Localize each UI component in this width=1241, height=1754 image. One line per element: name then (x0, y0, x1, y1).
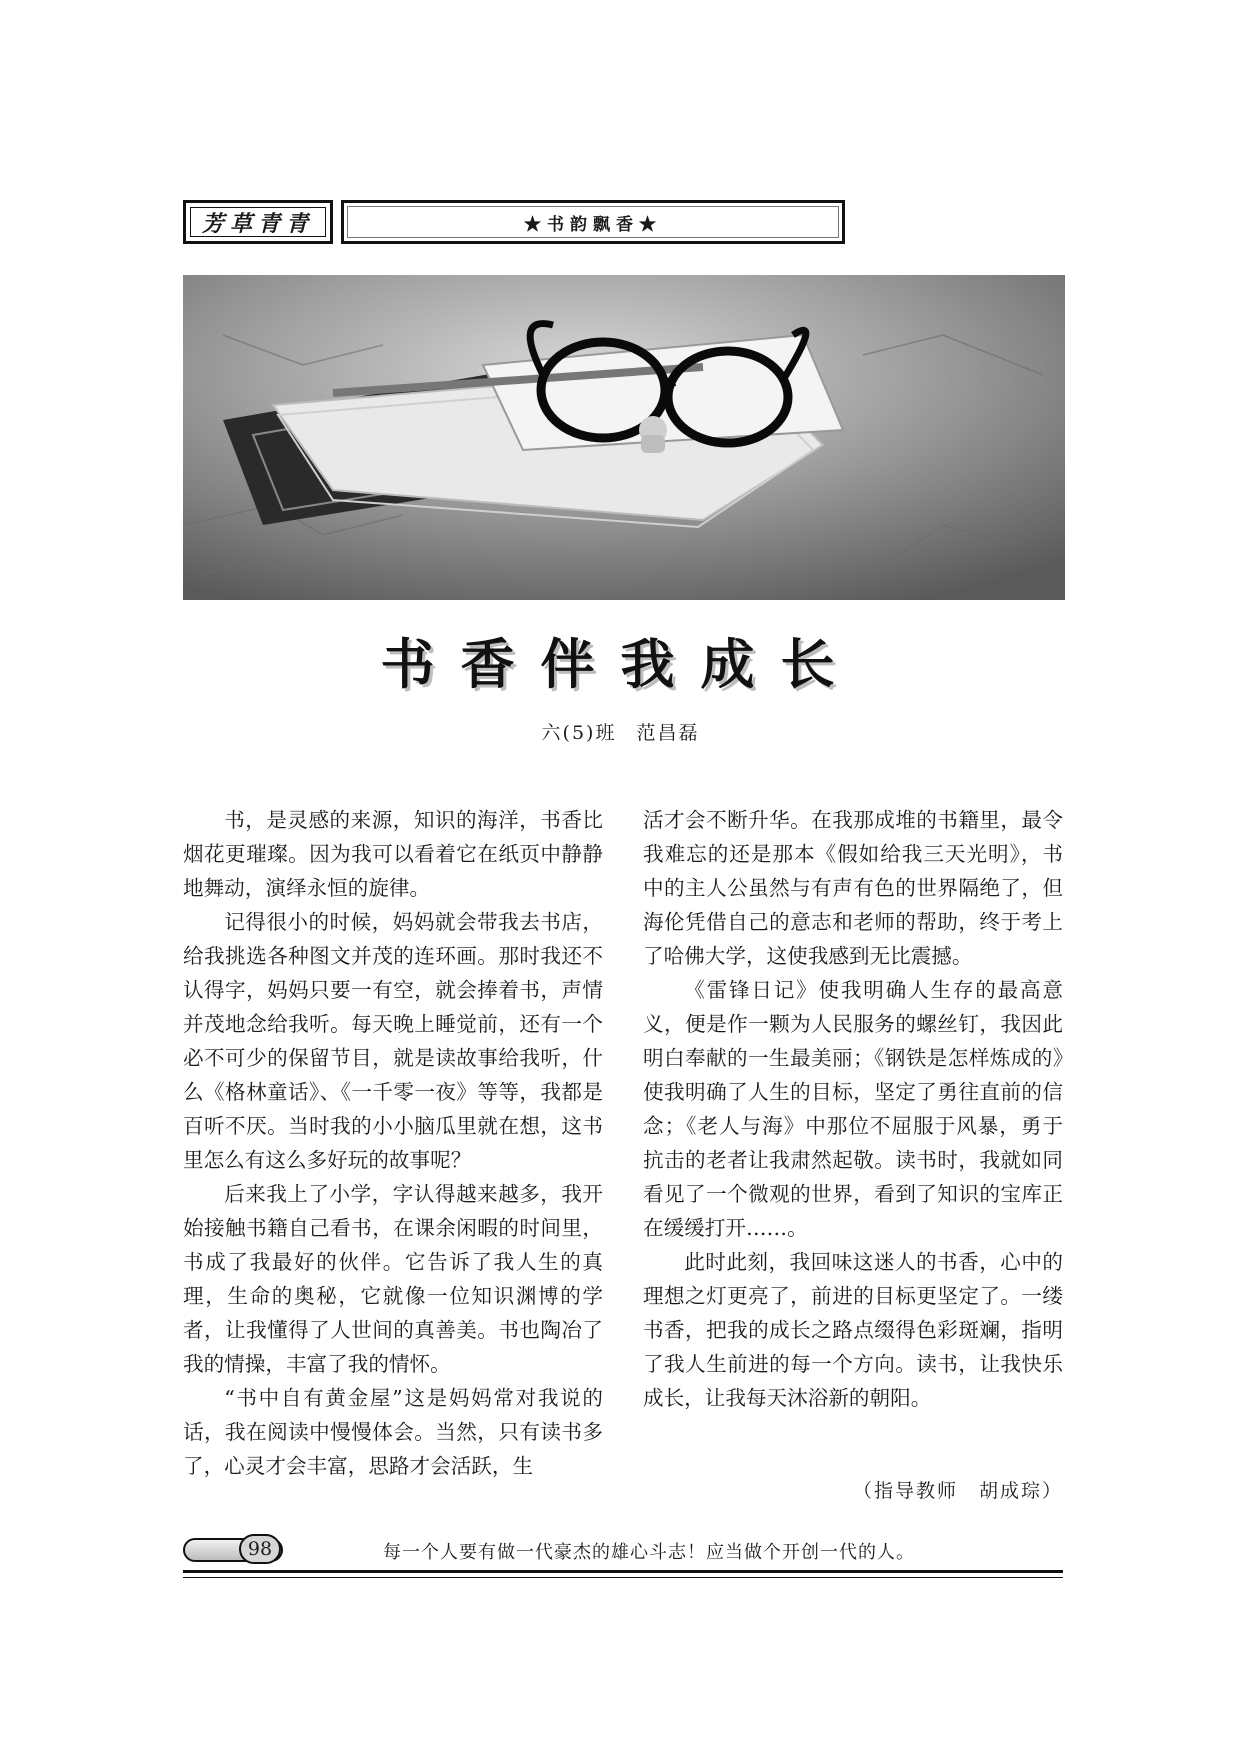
section-label-box (183, 200, 333, 244)
paragraph: 后来我上了小学，字认得越来越多，我开始接触书籍自己看书，在课余闲暇的时间里，书成了我最好的伙伴。它告诉了我人生的真理，生命的奥秘，它就像一位知识渊博的学者，让我懂得了人世间的真善美。书也陶冶了我的情操，丰富了我的情怀。 (183, 1182, 603, 1376)
paragraph: 《雷锋日记》使我明确人生存的最高意义，便是作一颗为人民服务的螺丝钉，我因此明白奉献的一生最美丽；《钢铁是怎样炼成的》使我明确了人生的目标，坚定了勇往直前的信念；《老人与海》中那位不屈服于风暴，勇于抗击的老者让我肃然起敬。读书时，我就如同看见了一个微观的世界，看到了知识的宝库正在缓缓打开……。 (643, 978, 1063, 1240)
author-name: 范昌磊 (636, 722, 700, 744)
column-label-box (341, 200, 845, 244)
paragraph: “书中自有黄金屋”这是妈妈常对我说的话，我在阅读中慢慢体会。当然，只有读书多了，心灵才会丰富，思路才会活跃，生 (183, 1386, 603, 1478)
page-footer (183, 1532, 1063, 1572)
right-column (643, 803, 1063, 1415)
page-header (183, 200, 1045, 244)
page-number: 98 (239, 1534, 281, 1564)
paragraph-continuation: 活才会不断升华。在我那成堆的书籍里，最令我难忘的还是那本《假如给我三天光明》，书中的主人公虽然与有声有色的世界隔绝了，但海伦凭借自己的意志和老师的帮助，终于考上了哈佛大学，这使我感到无比震撼。 (643, 808, 1063, 968)
byline (0, 718, 1241, 745)
photo-illustration (183, 275, 1065, 600)
section-name: 芳草青青 (190, 207, 326, 237)
class-name: 六(5)班 (541, 722, 617, 744)
footer-quote: 每一个人要有做一代豪杰的雄心斗志！应当做个开创一代的人。 (383, 1542, 915, 1563)
paragraph: 记得很小的时候，妈妈就会带我去书店，给我挑选各种图文并茂的连环画。那时我还不认得字，妈妈只要一有空，就会捧着书，声情并茂地念给我听。每天晚上睡觉前，还有一个必不可少的保留节目，就是读故事给我听，什么《格林童话》、《一千零一夜》等等，我都是百听不厌。当时我的小小脑瓜里就在想，这书里怎么有这么多好玩的故事呢？ (183, 910, 603, 1172)
glasses-on-books-photo (183, 275, 1065, 600)
footer-rule (183, 1570, 1063, 1573)
teacher-note: （指导教师 胡成琮） (852, 1480, 1063, 1502)
column-name: ★书韵飘香★ (347, 206, 839, 238)
article-title: 书香伴我成长 (380, 632, 861, 696)
left-column (183, 803, 603, 1483)
paragraph: 书，是灵感的来源，知识的海洋，书香比烟花更璀璨。因为我可以看着它在纸页中静静地舞动，演绎永恒的旋律。 (183, 808, 603, 900)
paragraph: 此时此刻，我回味这迷人的书香，心中的理想之灯更亮了，前进的目标更坚定了。一缕书香，把我的成长之路点缀得色彩斑斓，指明了我人生前进的每一个方向。读书，让我快乐成长，让我每天沐浴新的朝阳。 (643, 1250, 1063, 1410)
footer-rule-thin (183, 1577, 1063, 1578)
